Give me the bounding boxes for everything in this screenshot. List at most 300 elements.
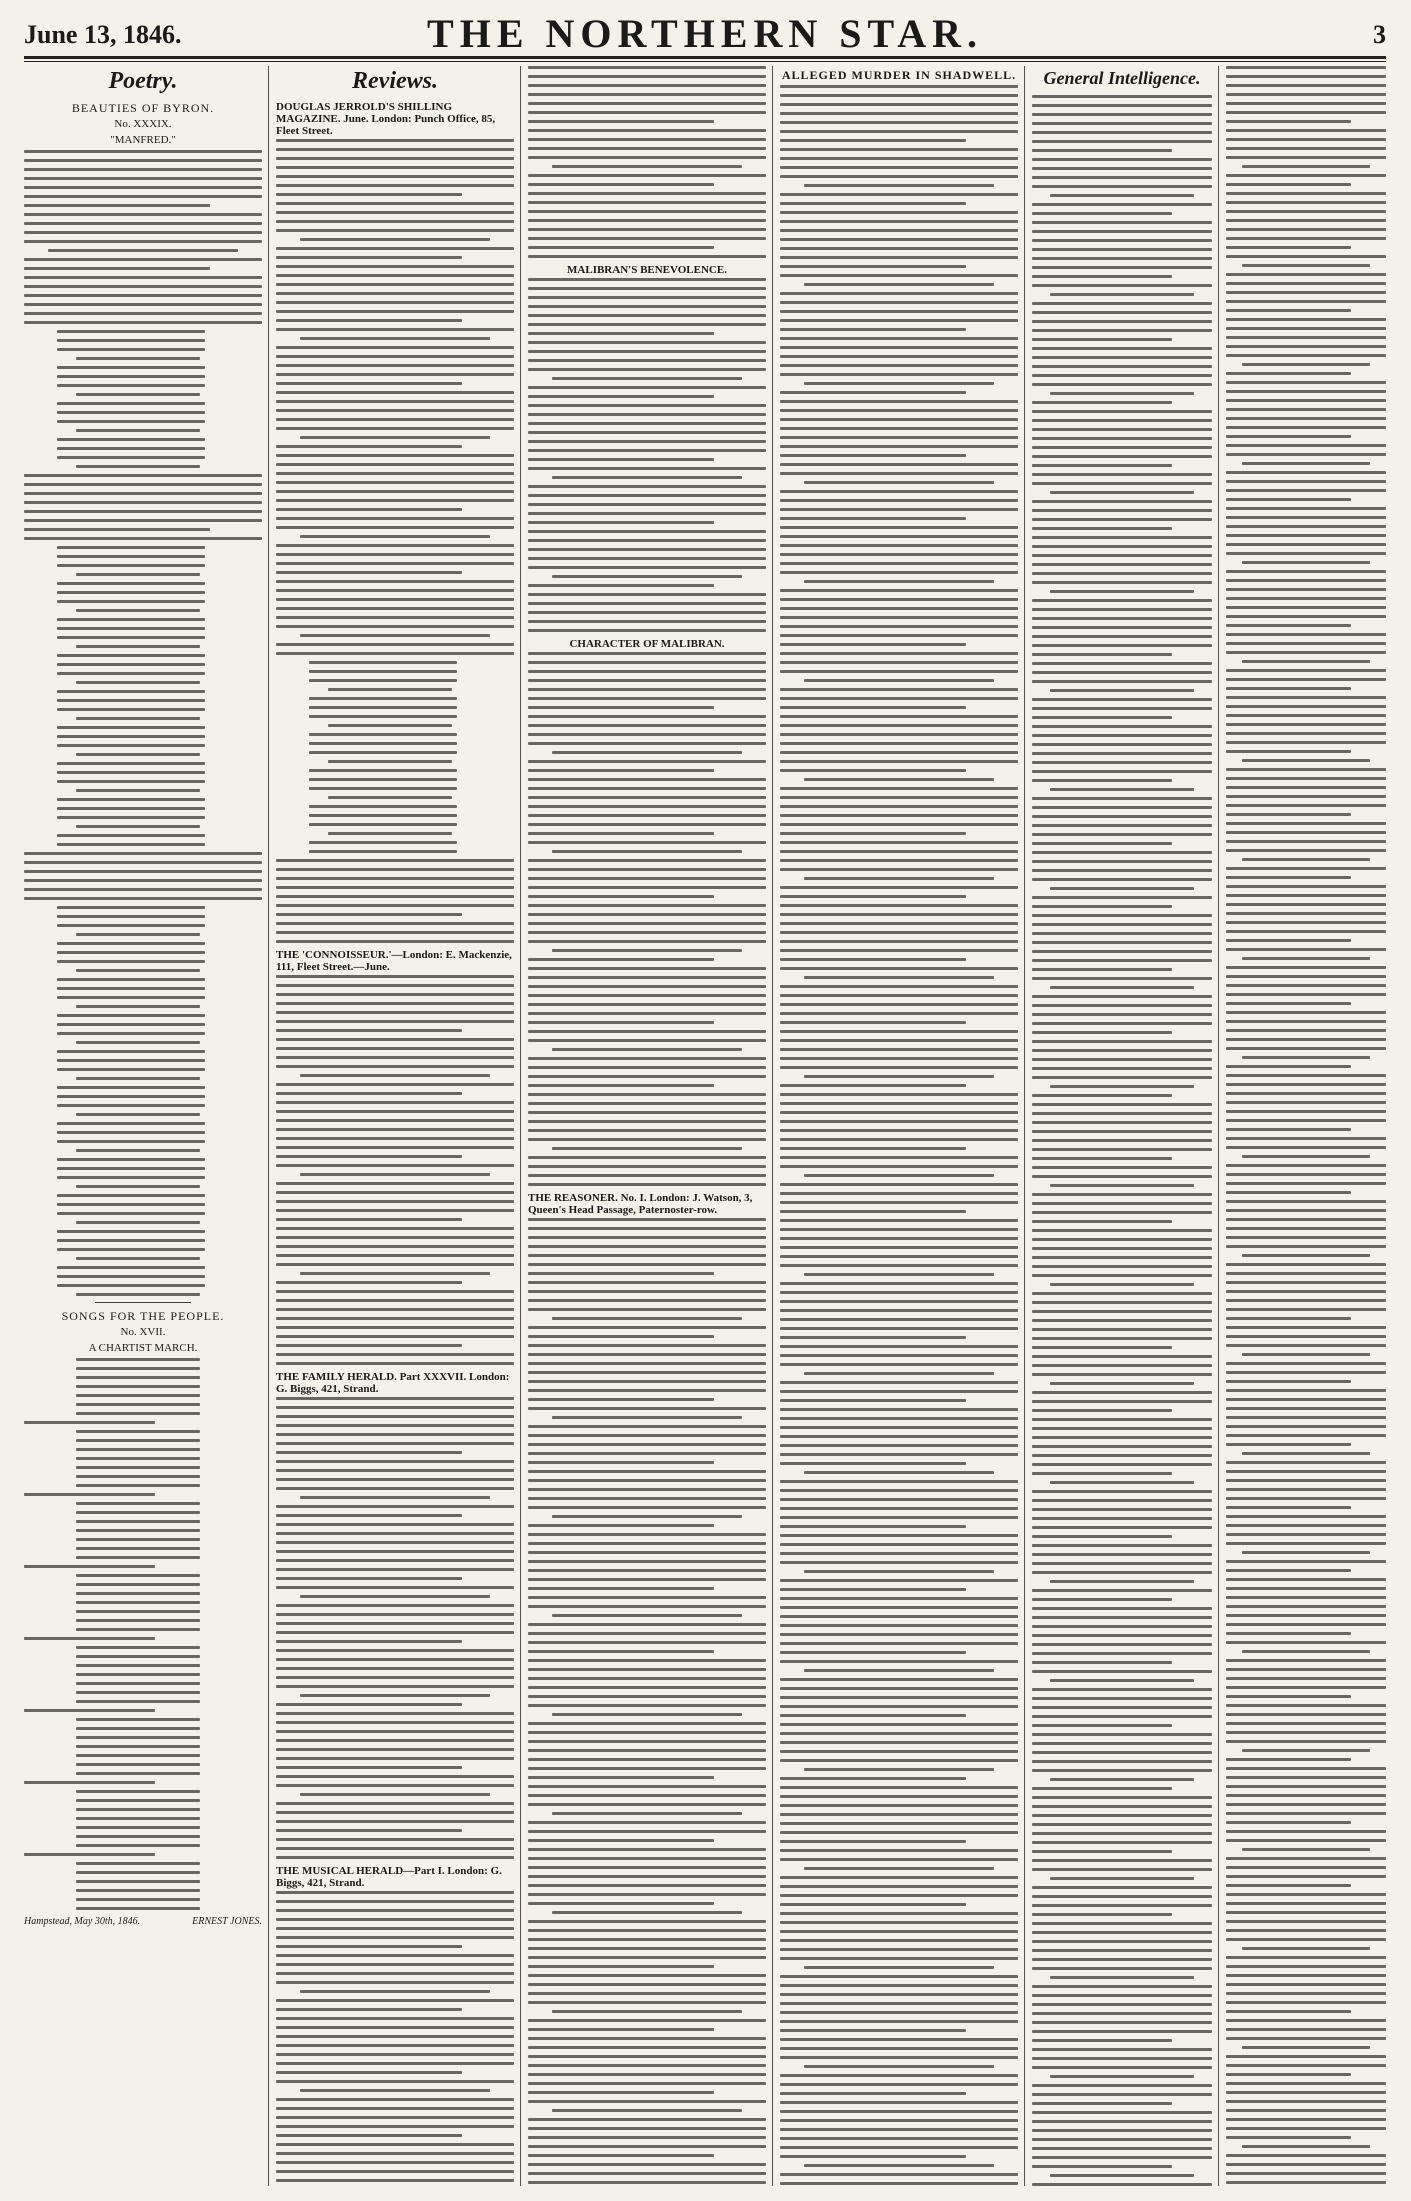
text-line bbox=[780, 310, 1018, 313]
text-line bbox=[780, 1462, 966, 1465]
text-line bbox=[328, 724, 452, 727]
text-line bbox=[552, 1812, 742, 1815]
text-line bbox=[1226, 1569, 1351, 1572]
text-line bbox=[1032, 221, 1212, 224]
text-line bbox=[528, 210, 766, 213]
text-line bbox=[780, 868, 1018, 871]
text-line bbox=[276, 1308, 514, 1311]
text-line bbox=[528, 1551, 766, 1554]
text-line bbox=[1032, 824, 1212, 827]
text-line bbox=[780, 1957, 1018, 1960]
text-line bbox=[528, 201, 766, 204]
text-line bbox=[76, 1583, 200, 1586]
text-line bbox=[76, 1610, 200, 1613]
text-line bbox=[276, 1236, 514, 1239]
text-line bbox=[1226, 642, 1386, 645]
text-line bbox=[276, 904, 514, 907]
text-line bbox=[276, 1721, 514, 1724]
text-line bbox=[528, 1992, 766, 1995]
text-line bbox=[780, 1156, 1018, 1159]
text-line bbox=[276, 2107, 514, 2110]
text-line bbox=[1226, 75, 1386, 78]
review-musical-herald-text bbox=[276, 1891, 514, 2186]
text-line bbox=[1032, 167, 1212, 170]
text-line bbox=[276, 319, 462, 322]
text-line bbox=[1226, 1119, 1386, 1122]
text-line bbox=[1226, 930, 1386, 933]
text-line bbox=[1032, 1292, 1212, 1295]
text-line bbox=[300, 337, 490, 340]
text-line bbox=[1226, 714, 1386, 717]
text-line bbox=[1226, 1002, 1351, 1005]
text-line bbox=[276, 984, 514, 987]
text-line bbox=[276, 1227, 514, 1230]
text-line bbox=[1226, 1308, 1386, 1311]
text-line bbox=[57, 1266, 205, 1269]
text-line bbox=[276, 517, 514, 520]
text-line bbox=[276, 2053, 514, 2056]
text-line bbox=[1226, 1398, 1386, 1401]
text-line bbox=[1032, 572, 1212, 575]
text-line bbox=[1032, 1454, 1212, 1457]
text-line bbox=[1050, 1679, 1194, 1682]
text-line bbox=[276, 1757, 514, 1760]
text-line bbox=[528, 1938, 766, 1941]
text-line bbox=[1242, 1452, 1370, 1455]
text-line bbox=[780, 301, 1018, 304]
text-line bbox=[1032, 1238, 1212, 1241]
text-line bbox=[528, 1569, 766, 1572]
text-line bbox=[76, 1394, 200, 1397]
text-line bbox=[76, 1691, 200, 1694]
text-line bbox=[528, 2154, 714, 2157]
text-line bbox=[276, 1137, 514, 1140]
text-line bbox=[76, 1790, 200, 1793]
text-line bbox=[780, 1237, 1018, 1240]
text-line bbox=[1226, 1722, 1386, 1725]
text-line bbox=[1226, 1263, 1386, 1266]
text-line bbox=[1226, 2127, 1386, 2130]
text-line bbox=[57, 816, 205, 819]
text-line bbox=[276, 1658, 514, 1661]
text-line bbox=[276, 1155, 462, 1158]
text-line bbox=[276, 1604, 514, 1607]
text-line bbox=[1226, 1326, 1386, 1329]
text-line bbox=[1032, 500, 1212, 503]
text-line bbox=[1032, 1652, 1212, 1655]
text-line bbox=[528, 602, 766, 605]
text-line bbox=[780, 508, 1018, 511]
text-line bbox=[780, 886, 1018, 889]
text-line bbox=[1226, 1974, 1386, 1977]
text-line bbox=[1050, 1481, 1194, 1484]
text-line bbox=[1226, 705, 1386, 708]
text-line bbox=[528, 1884, 766, 1887]
column-rule bbox=[1218, 66, 1219, 2186]
text-line bbox=[528, 1605, 766, 1608]
text-line bbox=[1032, 968, 1172, 971]
text-line bbox=[1226, 1578, 1386, 1581]
text-line bbox=[528, 1326, 766, 1329]
text-line bbox=[1226, 1218, 1386, 1221]
text-line bbox=[1032, 2021, 1212, 2024]
text-line bbox=[1032, 1760, 1212, 1763]
text-line bbox=[780, 931, 1018, 934]
text-line bbox=[1226, 543, 1386, 546]
text-line bbox=[528, 521, 714, 524]
text-line bbox=[1226, 1290, 1386, 1293]
text-line bbox=[1226, 1299, 1386, 1302]
text-line bbox=[780, 292, 1018, 295]
text-line bbox=[1032, 977, 1212, 980]
text-line bbox=[1032, 644, 1212, 647]
text-line bbox=[528, 670, 766, 673]
text-line bbox=[780, 2119, 1018, 2122]
text-line bbox=[1032, 1670, 1212, 1673]
text-line bbox=[528, 413, 766, 416]
text-line bbox=[76, 1889, 200, 1892]
text-line bbox=[528, 1102, 766, 1105]
text-line bbox=[1032, 401, 1172, 404]
text-line bbox=[780, 634, 1018, 637]
text-line bbox=[300, 1990, 490, 1993]
text-line bbox=[57, 1239, 205, 1242]
text-line bbox=[76, 1601, 200, 1604]
text-line bbox=[1032, 1769, 1212, 1772]
text-line bbox=[780, 859, 1018, 862]
text-line bbox=[1226, 1524, 1386, 1527]
text-line bbox=[780, 1183, 1018, 1186]
text-line bbox=[24, 897, 262, 900]
text-line bbox=[1226, 1227, 1386, 1230]
text-line bbox=[528, 1398, 714, 1401]
text-line bbox=[1242, 759, 1370, 762]
text-line bbox=[1032, 1805, 1212, 1808]
text-line bbox=[528, 102, 766, 105]
text-line bbox=[528, 697, 766, 700]
text-line bbox=[1226, 1605, 1386, 1608]
text-line bbox=[780, 616, 1018, 619]
text-line bbox=[804, 184, 994, 187]
text-line bbox=[1226, 444, 1386, 447]
text-line bbox=[1226, 1857, 1386, 1860]
text-line bbox=[528, 2064, 766, 2067]
text-line bbox=[276, 1918, 514, 1921]
text-line bbox=[1226, 318, 1386, 321]
text-line bbox=[300, 1173, 490, 1176]
newspaper-title: THE NORTHERN STAR. bbox=[427, 11, 983, 56]
text-line bbox=[780, 274, 1018, 277]
text-line bbox=[276, 1245, 514, 1248]
text-line bbox=[1032, 761, 1212, 764]
text-line bbox=[1032, 1553, 1212, 1556]
text-line bbox=[1032, 1985, 1212, 1988]
text-line bbox=[780, 1039, 1018, 1042]
text-line bbox=[1032, 1175, 1212, 1178]
text-line bbox=[1226, 1929, 1386, 1932]
text-line bbox=[1226, 1938, 1386, 1941]
text-line bbox=[528, 904, 766, 907]
text-line bbox=[1226, 345, 1386, 348]
text-line bbox=[1226, 183, 1351, 186]
text-line bbox=[780, 1426, 1018, 1429]
text-line bbox=[528, 787, 766, 790]
poetry-verse-3 bbox=[24, 906, 262, 1296]
text-line bbox=[57, 1059, 205, 1062]
text-line bbox=[1032, 1589, 1212, 1592]
text-line bbox=[780, 535, 1018, 538]
text-line bbox=[528, 593, 766, 596]
text-line bbox=[528, 1866, 766, 1869]
text-line bbox=[780, 1264, 1018, 1267]
text-line bbox=[76, 357, 200, 360]
text-line bbox=[1242, 1155, 1370, 1158]
text-line bbox=[528, 805, 766, 808]
text-line bbox=[1032, 608, 1212, 611]
text-line bbox=[276, 1478, 514, 1481]
text-line bbox=[780, 1417, 1018, 1420]
text-line bbox=[1032, 1130, 1212, 1133]
text-line bbox=[1226, 1182, 1386, 1185]
text-line bbox=[528, 1902, 714, 1905]
text-line bbox=[552, 165, 742, 168]
text-line bbox=[528, 913, 766, 916]
text-line bbox=[1032, 311, 1212, 314]
text-line bbox=[276, 1802, 514, 1805]
text-line bbox=[780, 328, 966, 331]
text-line bbox=[1226, 624, 1351, 627]
text-line bbox=[1226, 516, 1386, 519]
text-line bbox=[780, 1822, 1018, 1825]
text-line bbox=[1226, 1317, 1351, 1320]
text-line bbox=[528, 2163, 766, 2166]
text-line bbox=[76, 969, 200, 972]
text-line bbox=[780, 1534, 1018, 1537]
text-line bbox=[300, 1793, 490, 1796]
text-line bbox=[276, 364, 514, 367]
text-line bbox=[276, 1856, 514, 1859]
text-line bbox=[1032, 1202, 1212, 1205]
text-line bbox=[528, 2055, 766, 2058]
text-line bbox=[1226, 1425, 1386, 1428]
text-line bbox=[1032, 1517, 1212, 1520]
text-line bbox=[1050, 491, 1194, 494]
text-line bbox=[528, 494, 766, 497]
text-line bbox=[780, 724, 1018, 727]
text-line bbox=[528, 1272, 714, 1275]
text-line bbox=[1032, 797, 1212, 800]
text-line bbox=[1032, 779, 1172, 782]
text-line bbox=[528, 1668, 766, 1671]
text-line bbox=[1226, 1920, 1386, 1923]
text-line bbox=[1226, 723, 1386, 726]
text-line bbox=[1032, 1409, 1172, 1412]
text-line bbox=[1226, 552, 1386, 555]
text-line bbox=[309, 670, 457, 673]
text-line bbox=[1032, 1229, 1212, 1232]
text-line bbox=[780, 1354, 1018, 1357]
text-line bbox=[1226, 669, 1386, 672]
text-line bbox=[528, 629, 766, 632]
text-line bbox=[276, 2017, 514, 2020]
text-line bbox=[328, 832, 452, 835]
text-line bbox=[57, 546, 205, 549]
text-line bbox=[780, 1327, 1018, 1330]
text-line bbox=[276, 1406, 514, 1409]
text-line bbox=[300, 2089, 490, 2092]
text-line bbox=[528, 1470, 766, 1473]
text-line bbox=[1050, 1877, 1194, 1880]
text-line bbox=[780, 1831, 1018, 1834]
text-line bbox=[528, 548, 766, 551]
text-line bbox=[76, 1736, 200, 1739]
text-line bbox=[780, 1111, 1018, 1114]
text-line bbox=[276, 373, 514, 376]
text-line bbox=[276, 2170, 514, 2173]
text-line bbox=[528, 652, 766, 655]
text-line bbox=[76, 1619, 200, 1622]
text-line bbox=[1032, 338, 1172, 341]
text-line bbox=[276, 1128, 514, 1131]
text-line bbox=[1032, 464, 1172, 467]
text-line bbox=[528, 2145, 766, 2148]
text-line bbox=[780, 1255, 1018, 1258]
text-line bbox=[780, 454, 966, 457]
text-line bbox=[528, 1120, 766, 1123]
text-line bbox=[76, 1466, 200, 1469]
text-line bbox=[780, 265, 966, 268]
text-line bbox=[780, 121, 1018, 124]
text-line bbox=[1032, 1139, 1212, 1142]
text-line bbox=[57, 1086, 205, 1089]
text-line bbox=[1032, 1436, 1212, 1439]
review-jerrold-quote bbox=[276, 661, 514, 853]
text-line bbox=[24, 213, 262, 216]
text-line bbox=[1226, 1470, 1386, 1473]
general-intelligence-text bbox=[1032, 95, 1212, 2186]
text-line bbox=[780, 1777, 966, 1780]
text-line bbox=[1032, 1823, 1212, 1826]
text-line bbox=[1032, 1895, 1212, 1898]
text-line bbox=[57, 1194, 205, 1197]
review-jerrold-text-2 bbox=[276, 859, 514, 943]
masthead-rule-thin bbox=[24, 61, 1386, 62]
text-line bbox=[76, 1655, 200, 1658]
text-line bbox=[300, 535, 490, 538]
text-line bbox=[57, 951, 205, 954]
text-line bbox=[276, 1218, 462, 1221]
text-line bbox=[1226, 993, 1386, 996]
text-line bbox=[1226, 138, 1386, 141]
text-line bbox=[276, 553, 514, 556]
text-line bbox=[1226, 1830, 1386, 1833]
text-line bbox=[276, 1523, 514, 1526]
text-line bbox=[780, 1804, 1018, 1807]
chartist-march-title: A CHARTIST MARCH. bbox=[88, 1342, 198, 1354]
text-line bbox=[780, 670, 1018, 673]
text-line bbox=[1226, 1020, 1386, 1023]
murder-text bbox=[780, 85, 1018, 2186]
text-line bbox=[276, 409, 514, 412]
poetry-prose-2 bbox=[24, 852, 262, 900]
text-line bbox=[1226, 246, 1351, 249]
text-line bbox=[1226, 408, 1386, 411]
text-line bbox=[780, 2002, 1018, 2005]
text-line bbox=[24, 474, 262, 477]
text-line bbox=[300, 238, 490, 241]
text-line bbox=[804, 1768, 994, 1771]
text-line bbox=[1032, 1859, 1212, 1862]
text-line bbox=[780, 85, 1018, 88]
text-line bbox=[57, 924, 205, 927]
text-line bbox=[780, 1624, 1018, 1627]
text-line bbox=[1226, 1074, 1386, 1077]
text-line bbox=[1032, 122, 1212, 125]
text-line bbox=[1032, 428, 1212, 431]
text-line bbox=[1032, 896, 1212, 899]
text-line bbox=[780, 373, 1018, 376]
text-line bbox=[780, 661, 1018, 664]
reviews-cont-text bbox=[528, 66, 766, 258]
text-line bbox=[276, 580, 514, 583]
text-line bbox=[528, 1956, 766, 1959]
review-musical-herald-title: THE MUSICAL HERALD—Part I. London: G. Biggs, 421, Strand. bbox=[276, 1865, 502, 1889]
text-line bbox=[24, 285, 262, 288]
text-line bbox=[276, 1613, 514, 1616]
text-line bbox=[1226, 1200, 1386, 1203]
text-line bbox=[780, 1336, 966, 1339]
poetry-series-number: No. XXXIX. bbox=[114, 118, 172, 130]
text-line bbox=[780, 1057, 1018, 1060]
text-line bbox=[309, 706, 457, 709]
text-line bbox=[1226, 741, 1386, 744]
text-line bbox=[76, 1799, 200, 1802]
text-line bbox=[1050, 392, 1194, 395]
text-line bbox=[528, 1021, 714, 1024]
text-line bbox=[1226, 102, 1386, 105]
text-line bbox=[1032, 1796, 1212, 1799]
text-line bbox=[276, 1254, 514, 1257]
text-line bbox=[76, 1484, 200, 1487]
text-line bbox=[528, 1533, 766, 1536]
text-line bbox=[1242, 1749, 1370, 1752]
text-line bbox=[276, 2062, 514, 2065]
text-line bbox=[57, 843, 205, 846]
text-line bbox=[1032, 1706, 1212, 1709]
text-line bbox=[1032, 1364, 1212, 1367]
text-line bbox=[528, 796, 766, 799]
text-line bbox=[1032, 131, 1212, 134]
malibran-benevolence-text bbox=[528, 278, 766, 632]
text-line bbox=[780, 2173, 1018, 2176]
text-line bbox=[24, 852, 262, 855]
text-line bbox=[528, 715, 766, 718]
text-line bbox=[1032, 1571, 1212, 1574]
text-line bbox=[804, 1075, 994, 1078]
text-line bbox=[528, 1623, 766, 1626]
text-line bbox=[780, 1561, 1018, 1564]
text-line bbox=[1226, 291, 1386, 294]
text-line bbox=[780, 2029, 966, 2032]
text-line bbox=[1032, 1886, 1212, 1889]
text-line bbox=[1032, 383, 1212, 386]
text-line bbox=[1032, 1004, 1212, 1007]
text-line bbox=[276, 2026, 514, 2029]
poetry-separator bbox=[95, 1302, 190, 1303]
text-line bbox=[780, 1552, 1018, 1555]
text-line bbox=[1032, 1274, 1212, 1277]
text-line bbox=[1226, 480, 1386, 483]
